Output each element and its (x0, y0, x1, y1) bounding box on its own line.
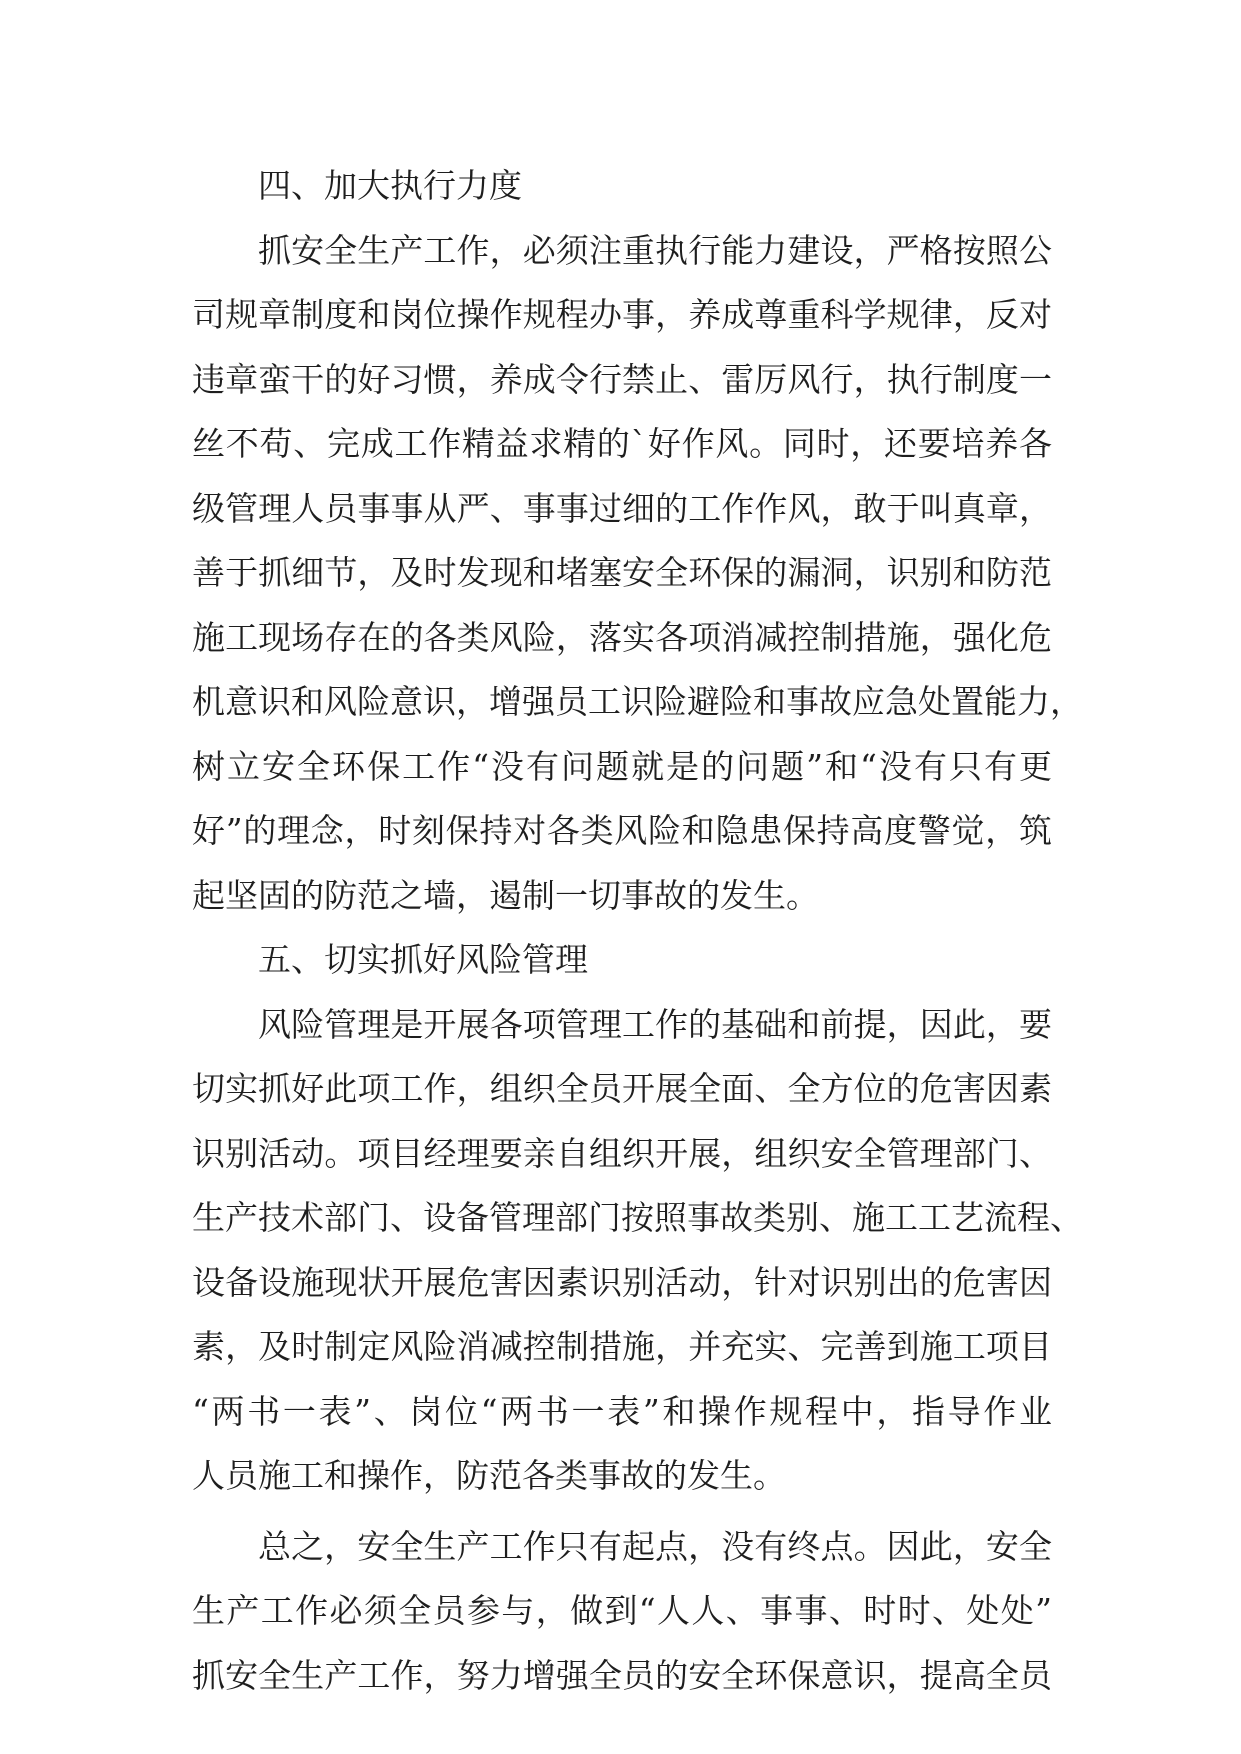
paragraph-line: 抓安全生产工作，必须注重执行能力建设，严格按照公 (258, 230, 1052, 270)
paragraph-line: 总之，安全生产工作只有起点，没有终点。因此，安全 (258, 1526, 1052, 1566)
paragraph-line: 丝不苟、完成工作精益求精的`好作风。同时，还要培养各 (192, 424, 1052, 463)
paragraph-line: 识别活动。项目经理要亲自组织开展，组织安全管理部门、 (192, 1133, 1052, 1173)
document-body (192, 154, 1083, 1708)
section-5-heading: 五、切实抓好风险管理 (258, 940, 588, 979)
paragraph-line: 切实抓好此项工作，组织全员开展全面、全方位的危害因素 (192, 1069, 1052, 1108)
paragraph-line: 树立安全环保工作“没有问题就是的问题”和“没有只有更 (192, 746, 1052, 786)
paragraph-line: 机意识和风险意识，增强员工识险避险和事故应急处置能力， (192, 682, 1083, 721)
paragraph-line: 设备设施现状开展危害因素识别活动，针对识别出的危害因 (192, 1262, 1052, 1302)
paragraph-line: 司规章制度和岗位操作规程办事，养成尊重科学规律，反对 (192, 295, 1052, 334)
paragraph-line: 施工现场存在的各类风险，落实各项消减控制措施，强化危 (192, 617, 1052, 657)
paragraph-line: 违章蛮干的好习惯，养成令行禁止、雷厉风行，执行制度一 (192, 359, 1052, 399)
section-4-heading: 四、加大执行力度 (258, 166, 522, 205)
paragraph-line: 级管理人员事事从严、事事过细的工作作风，敢于叫真章， (192, 488, 1052, 528)
paragraph-line: 风险管理是开展各项管理工作的基础和前提，因此，要 (258, 1004, 1052, 1044)
section-5-paragraph (192, 993, 1083, 1509)
paragraph-line: “两书一表”、岗位“两书一表”和操作规程中，指导作业 (192, 1391, 1052, 1431)
paragraph-line: 素，及时制定风险消减控制措施，并充实、完善到施工项目 (192, 1327, 1052, 1366)
paragraph-line: 善于抓细节，及时发现和堵塞安全环保的漏洞，识别和防范 (192, 553, 1052, 592)
paragraph-line: 起坚固的防范之墙，遏制一切事故的发生。 (192, 875, 819, 915)
paragraph-line: 生产工作必须全员参与，做到“人人、事事、时时、处处” (192, 1591, 1052, 1630)
paragraph-line: 人员施工和操作，防范各类事故的发生。 (192, 1456, 786, 1495)
conclusion-paragraph (192, 1515, 1052, 1709)
paragraph-line: 生产技术部门、设备管理部门按照事故类别、施工工艺流程、 (192, 1198, 1083, 1237)
section-4-paragraph (192, 219, 1083, 929)
paragraph-line: 好”的理念，时刻保持对各类风险和隐患保持高度警觉，筑 (192, 811, 1052, 850)
paragraph-line: 抓安全生产工作，努力增强全员的安全环保意识，提高全员 (192, 1655, 1052, 1695)
